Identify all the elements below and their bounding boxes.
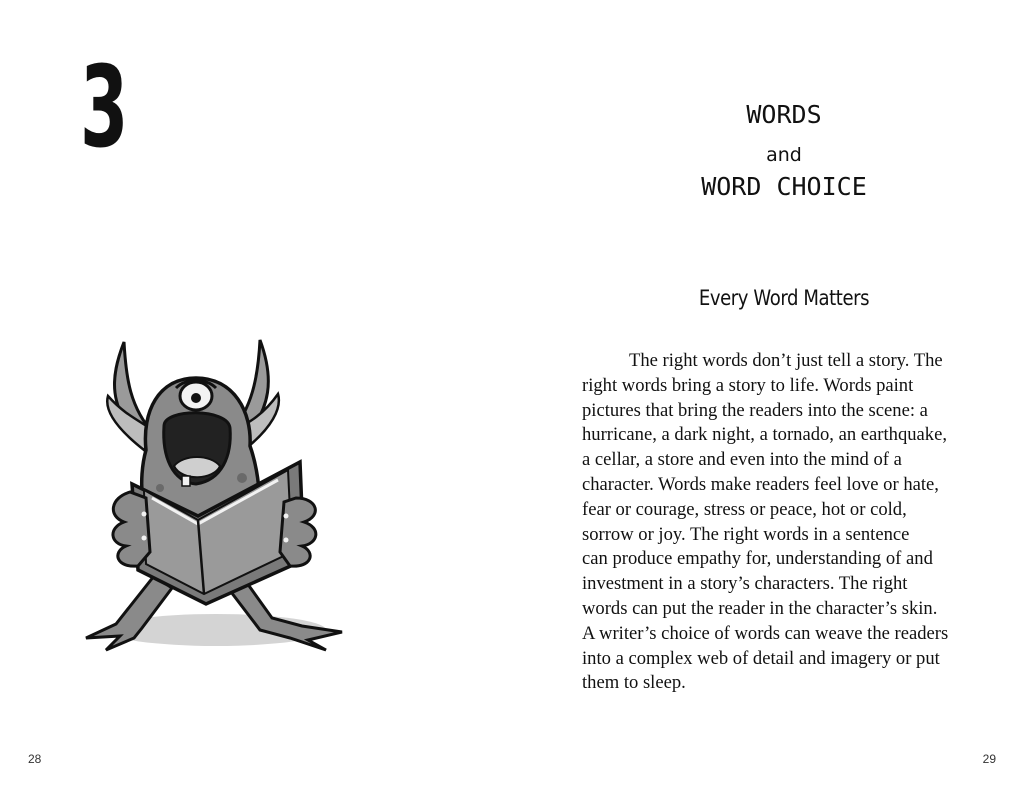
- body-line: sorrow or joy. The right words in a sentence: [582, 523, 910, 545]
- chapter-title-line3: WORD CHOICE: [701, 172, 867, 201]
- body-line: hurricane, a dark night, a tornado, an earthquake,: [582, 424, 948, 446]
- body-line: right words bring a story to life. Words paint: [582, 374, 914, 396]
- body-line: can produce empathy for, understanding of and: [582, 548, 933, 570]
- body-line: The right words don’t just tell a story. The: [629, 350, 943, 371]
- body-line: a cellar, a store and even into the mind of a: [582, 449, 902, 471]
- body-paragraph: [582, 349, 992, 696]
- body-line: pictures that bring the readers into the scene: a: [582, 399, 928, 421]
- body-line: words can put the reader in the character’s skin.: [582, 597, 938, 619]
- right-page: [512, 0, 1024, 791]
- body-line: fear or courage, stress or peace, hot or cold,: [582, 498, 907, 520]
- chapter-title-line1: WORDS: [746, 100, 822, 129]
- page-number-left: 28: [28, 752, 42, 766]
- body-line: investment in a story’s characters. The right: [582, 573, 908, 595]
- body-line: them to sleep.: [582, 672, 686, 694]
- chapter-number: 3: [80, 43, 128, 173]
- body-line: A writer’s choice of words can weave the readers: [582, 622, 949, 644]
- body-line: character. Words make readers feel love or hate,: [582, 473, 939, 495]
- body-line: into a complex web of detail and imagery or put: [582, 647, 940, 669]
- chapter-title-line2: and: [766, 144, 802, 166]
- monster-reading-book-icon: [46, 338, 368, 656]
- page-number-right: 29: [982, 752, 996, 766]
- section-heading: Every Word Matters: [698, 286, 870, 310]
